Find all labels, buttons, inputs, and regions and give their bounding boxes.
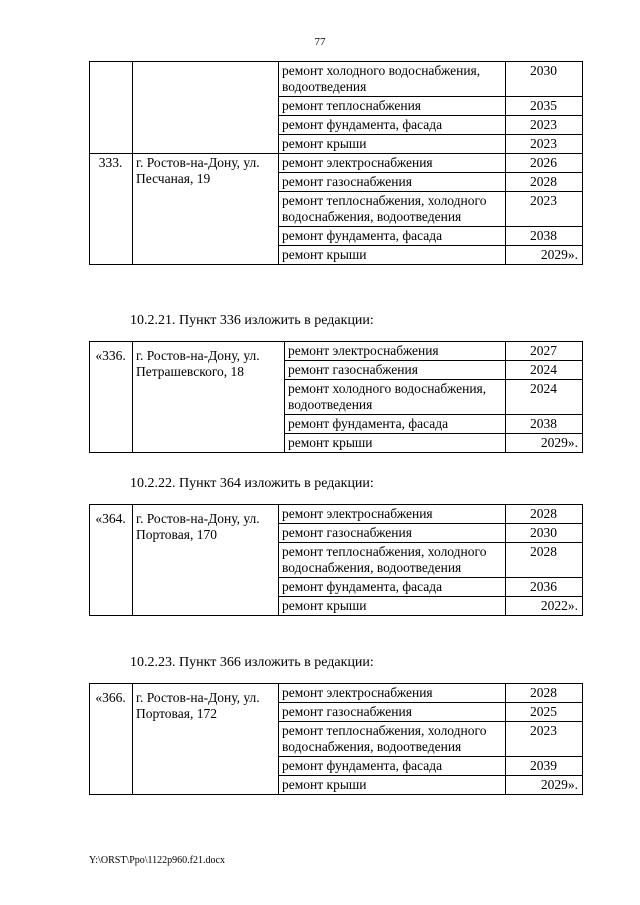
item-address <box>133 62 279 154</box>
year-cell: 2029». <box>506 434 583 453</box>
amendment-heading: 10.2.21. Пункт 336 изложить в редакции: <box>130 313 374 328</box>
work-cell: ремонт теплоснабжения <box>279 97 506 116</box>
item-number: «336. <box>90 342 133 453</box>
work-cell: ремонт фундамента, фасада <box>279 227 506 246</box>
item-number: «366. <box>90 684 133 795</box>
item-number: 333. <box>90 154 133 265</box>
work-cell: ремонт теплоснабжения, холодного водоснабжения, водоотведения <box>279 722 506 757</box>
table-336 <box>89 341 583 453</box>
work-cell: ремонт газоснабжения <box>285 361 506 380</box>
table-continuation-333 <box>89 61 583 265</box>
year-cell: 2028 <box>506 173 583 192</box>
work-cell: ремонт газоснабжения <box>279 524 506 543</box>
work-cell: ремонт фундамента, фасада <box>279 116 506 135</box>
work-cell: ремонт фундамента, фасада <box>279 757 506 776</box>
year-cell: 2023 <box>506 192 583 227</box>
year-cell: 2038 <box>506 415 583 434</box>
year-cell: 2025 <box>506 703 583 722</box>
item-address: г. Ростов-на-Дону, ул. Песчаная, 19 <box>133 154 279 265</box>
year-cell: 2036 <box>506 578 583 597</box>
item-address: г. Ростов-на-Дону, ул. Портовая, 170 <box>133 505 279 616</box>
work-cell: ремонт газоснабжения <box>279 173 506 192</box>
work-cell: ремонт теплоснабжения, холодного водоснабжения, водоотведения <box>279 543 506 578</box>
item-address: г. Ростов-на-Дону, ул. Портовая, 172 <box>133 684 279 795</box>
table-366 <box>89 683 583 795</box>
year-cell: 2023 <box>506 722 583 757</box>
file-path-footer: Y:\ORST\Ppo\1122p960.f21.docx <box>89 855 225 866</box>
table-row <box>90 505 583 524</box>
year-cell: 2023 <box>506 135 583 154</box>
table-row <box>90 342 583 361</box>
year-cell: 2035 <box>506 97 583 116</box>
work-cell: ремонт теплоснабжения, холодного водоснабжения, водоотведения <box>279 192 506 227</box>
work-cell: ремонт электроснабжения <box>279 154 506 173</box>
work-cell: ремонт электроснабжения <box>285 342 506 361</box>
year-cell: 2030 <box>506 62 583 97</box>
year-cell: 2024 <box>506 380 583 415</box>
work-cell: ремонт крыши <box>279 135 506 154</box>
work-cell: ремонт электроснабжения <box>279 684 506 703</box>
year-cell: 2024 <box>506 361 583 380</box>
work-cell: ремонт фундамента, фасада <box>279 578 506 597</box>
year-cell: 2029». <box>506 246 583 265</box>
amendment-heading: 10.2.23. Пункт 366 изложить в редакции: <box>130 655 374 670</box>
work-cell: ремонт холодного водоснабжения, водоотведения <box>285 380 506 415</box>
table-364 <box>89 504 583 616</box>
year-cell: 2028 <box>506 505 583 524</box>
work-cell: ремонт крыши <box>279 776 506 795</box>
year-cell: 2029». <box>506 776 583 795</box>
work-cell: ремонт фундамента, фасада <box>285 415 506 434</box>
work-cell: ремонт крыши <box>285 434 506 453</box>
year-cell: 2030 <box>506 524 583 543</box>
table-row <box>90 62 583 97</box>
year-cell: 2027 <box>506 342 583 361</box>
page-number: 77 <box>314 36 326 48</box>
work-cell: ремонт крыши <box>279 246 506 265</box>
amendment-heading: 10.2.22. Пункт 364 изложить в редакции: <box>130 476 374 491</box>
year-cell: 2026 <box>506 154 583 173</box>
item-number: «364. <box>90 505 133 616</box>
year-cell: 2039 <box>506 757 583 776</box>
work-cell: ремонт холодного водоснабжения, водоотведения <box>279 62 506 97</box>
item-address: г. Ростов-на-Дону, ул. Петрашевского, 18 <box>133 342 285 453</box>
table-row <box>90 684 583 703</box>
year-cell: 2028 <box>506 684 583 703</box>
year-cell: 2022». <box>506 597 583 616</box>
work-cell: ремонт крыши <box>279 597 506 616</box>
item-number <box>90 62 133 154</box>
work-cell: ремонт газоснабжения <box>279 703 506 722</box>
work-cell: ремонт электроснабжения <box>279 505 506 524</box>
table-row <box>90 154 583 173</box>
year-cell: 2023 <box>506 116 583 135</box>
year-cell: 2028 <box>506 543 583 578</box>
year-cell: 2038 <box>506 227 583 246</box>
